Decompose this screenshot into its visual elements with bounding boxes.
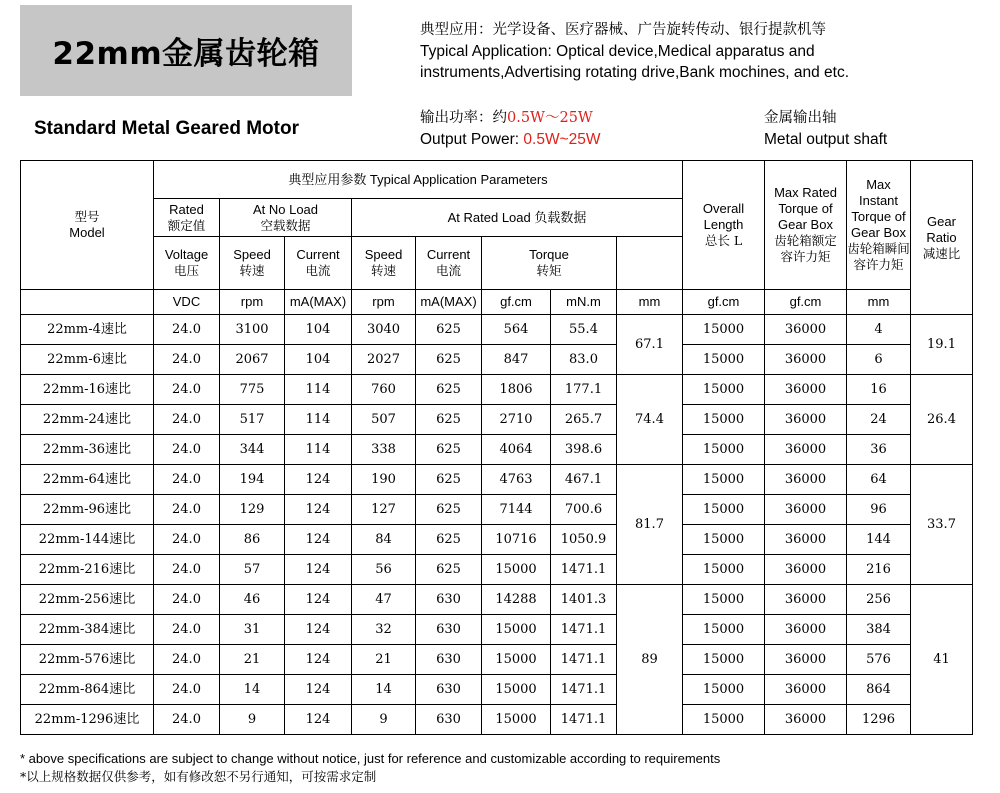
cell-max-instant: 36000	[765, 495, 847, 525]
voltage-header-cn: 电压	[173, 263, 199, 278]
unit-max-rated: gf.cm	[683, 290, 765, 315]
output-shaft-en: Metal output shaft	[764, 131, 888, 148]
output-shaft-cn: 金属输出轴	[764, 110, 837, 126]
cell-voltage: 24.0	[154, 495, 220, 525]
max-instant-cn-2: 容许力矩	[853, 257, 904, 272]
table-row	[21, 615, 973, 645]
unit-gearbox-length: mm	[847, 290, 911, 315]
table-row	[21, 705, 973, 735]
cell-ratio: 1296	[847, 705, 911, 735]
cell-ratio: 36	[847, 435, 911, 465]
output-power-block	[420, 108, 601, 150]
no-load-current-header	[285, 237, 352, 290]
cell-voltage: 24.0	[154, 705, 220, 735]
cell-rated-current: 625	[416, 435, 482, 465]
cell-model: 22mm-144速比	[21, 525, 154, 555]
cell-torque-mn: 1471.1	[551, 645, 617, 675]
cell-noload-speed: 129	[220, 495, 285, 525]
output-power-en	[420, 129, 601, 150]
output-power-cn	[420, 108, 601, 129]
cell-torque-mn: 265.7	[551, 405, 617, 435]
cell-rated-current: 625	[416, 375, 482, 405]
max-instant-en-2: Torque of	[851, 209, 906, 224]
cell-rated-speed: 127	[352, 495, 416, 525]
cell-max-instant: 36000	[765, 645, 847, 675]
gear-ratio-cn: 减速比	[922, 245, 961, 261]
footnote-cn: *以上规格数据仅供参考，如有修改恕不另行通知，可按需求定制	[20, 769, 377, 784]
cell-rated-speed: 47	[352, 585, 416, 615]
unit-max-instant: gf.cm	[765, 290, 847, 315]
cell-rated-speed: 9	[352, 705, 416, 735]
page-title: 22mm金属齿轮箱	[52, 36, 320, 72]
torque-header-en: Torque	[529, 247, 569, 262]
table-row	[21, 645, 973, 675]
cell-rated-current: 630	[416, 675, 482, 705]
max-rated-en-1: Max Rated	[774, 185, 837, 200]
spec-table	[20, 160, 973, 735]
max-instant-en-1: Max Instant	[858, 177, 899, 208]
page-subtitle: Standard Metal Geared Motor	[34, 118, 299, 139]
cell-noload-speed: 46	[220, 585, 285, 615]
no-load-header	[220, 199, 352, 237]
cell-torque-mn: 177.1	[551, 375, 617, 405]
unit-rated-speed: rpm	[352, 290, 416, 315]
cell-noload-current: 114	[285, 405, 352, 435]
cell-noload-current: 114	[285, 435, 352, 465]
max-rated-cn-1: 齿轮箱额定	[774, 233, 837, 248]
unit-voltage: VDC	[154, 290, 220, 315]
cell-ratio: 384	[847, 615, 911, 645]
cell-rated-current: 625	[416, 405, 482, 435]
cell-model: 22mm-36速比	[21, 435, 154, 465]
cell-max-instant: 36000	[765, 615, 847, 645]
application-en-line-1: Typical Application: Optical device,Medical apparatus and	[420, 43, 815, 60]
cell-rated-speed: 338	[352, 435, 416, 465]
cell-model: 22mm-864速比	[21, 675, 154, 705]
cell-noload-current: 124	[285, 495, 352, 525]
cell-torque-gf: 15000	[482, 555, 551, 585]
cell-voltage: 24.0	[154, 315, 220, 345]
cell-voltage: 24.0	[154, 465, 220, 495]
cell-max-instant: 36000	[765, 465, 847, 495]
rated-header-en: Rated	[169, 201, 204, 217]
cell-max-instant: 36000	[765, 585, 847, 615]
cell-torque-mn: 1471.1	[551, 675, 617, 705]
cell-noload-speed: 3100	[220, 315, 285, 345]
table-row	[21, 585, 973, 615]
cell-max-rated: 15000	[683, 675, 765, 705]
output-power-cn-label: 输出功率：约	[420, 110, 507, 126]
overall-length-cn: 总长 L	[704, 233, 743, 248]
cell-noload-speed: 2067	[220, 345, 285, 375]
table-row	[21, 405, 973, 435]
cell-noload-current: 124	[285, 675, 352, 705]
overall-length-en-1: Overall	[702, 201, 745, 216]
cell-voltage: 24.0	[154, 345, 220, 375]
cell-noload-speed: 344	[220, 435, 285, 465]
cell-rated-speed: 21	[352, 645, 416, 675]
cell-model: 22mm-1296速比	[21, 705, 154, 735]
cell-overall-length: 89	[617, 585, 683, 735]
cell-noload-speed: 57	[220, 555, 285, 585]
no-load-current-cn: 电流	[305, 263, 331, 278]
no-load-header-cn: 空载数据	[260, 217, 311, 233]
unit-no-load-speed: rpm	[220, 290, 285, 315]
cell-noload-speed: 21	[220, 645, 285, 675]
rated-speed-en: Speed	[364, 247, 403, 262]
model-header-cn: 型号	[74, 209, 100, 224]
cell-rated-current: 625	[416, 525, 482, 555]
cell-max-instant: 36000	[765, 405, 847, 435]
cell-ratio: 864	[847, 675, 911, 705]
cell-ratio: 576	[847, 645, 911, 675]
cell-max-rated: 15000	[683, 405, 765, 435]
table-row	[21, 495, 973, 525]
cell-max-rated: 15000	[683, 705, 765, 735]
cell-voltage: 24.0	[154, 585, 220, 615]
table-row	[21, 375, 973, 405]
cell-rated-current: 625	[416, 345, 482, 375]
cell-torque-mn: 1050.9	[551, 525, 617, 555]
rated-header	[154, 199, 220, 237]
cell-ratio: 24	[847, 405, 911, 435]
no-load-speed-header	[220, 237, 285, 290]
cell-noload-current: 124	[285, 525, 352, 555]
cell-torque-gf: 15000	[482, 705, 551, 735]
max-instant-en-3: Gear Box	[851, 225, 906, 240]
cell-voltage: 24.0	[154, 615, 220, 645]
cell-rated-speed: 2027	[352, 345, 416, 375]
cell-max-rated: 15000	[683, 375, 765, 405]
cell-max-instant: 36000	[765, 375, 847, 405]
cell-torque-gf: 564	[482, 315, 551, 345]
cell-max-instant: 36000	[765, 675, 847, 705]
cell-torque-mn: 700.6	[551, 495, 617, 525]
cell-noload-speed: 517	[220, 405, 285, 435]
cell-rated-current: 625	[416, 495, 482, 525]
cell-torque-mn: 467.1	[551, 465, 617, 495]
cell-model: 22mm-576速比	[21, 645, 154, 675]
cell-torque-gf: 847	[482, 345, 551, 375]
params-group-header: 典型应用参数 Typical Application Parameters	[154, 161, 683, 199]
cell-noload-current: 114	[285, 375, 352, 405]
overall-length-header	[683, 161, 765, 290]
cell-noload-current: 104	[285, 345, 352, 375]
cell-voltage: 24.0	[154, 435, 220, 465]
table-row	[21, 345, 973, 375]
voltage-header-en: Voltage	[164, 247, 209, 262]
cell-ratio: 6	[847, 345, 911, 375]
voltage-header	[154, 237, 220, 290]
cell-torque-gf: 7144	[482, 495, 551, 525]
cell-torque-mn: 1401.3	[551, 585, 617, 615]
max-instant-cn-1: 齿轮箱瞬间	[847, 241, 910, 256]
cell-voltage: 24.0	[154, 525, 220, 555]
title-banner	[20, 5, 352, 96]
cell-torque-gf: 4064	[482, 435, 551, 465]
cell-overall-length: 67.1	[617, 315, 683, 375]
cell-noload-current: 124	[285, 705, 352, 735]
gear-ratio-en-1: Gear	[927, 213, 956, 229]
torque-header-cn: 转矩	[536, 263, 562, 278]
cell-model: 22mm-24速比	[21, 405, 154, 435]
max-rated-en-3: Gear Box	[778, 217, 833, 232]
rated-speed-header	[352, 237, 416, 290]
cell-max-rated: 15000	[683, 525, 765, 555]
cell-rated-speed: 3040	[352, 315, 416, 345]
cell-voltage: 24.0	[154, 555, 220, 585]
cell-model: 22mm-16速比	[21, 375, 154, 405]
cell-torque-mn: 398.6	[551, 435, 617, 465]
rated-speed-cn: 转速	[370, 263, 396, 278]
rated-load-header: At Rated Load 负载数据	[352, 199, 683, 237]
gear-ratio-header	[911, 161, 973, 315]
cell-noload-current: 124	[285, 585, 352, 615]
cell-ratio: 216	[847, 555, 911, 585]
cell-ratio: 4	[847, 315, 911, 345]
cell-ratio: 256	[847, 585, 911, 615]
cell-model: 22mm-256速比	[21, 585, 154, 615]
cell-gearbox-length: 41	[911, 585, 973, 735]
cell-overall-length: 74.4	[617, 375, 683, 465]
cell-gearbox-length: 33.7	[911, 465, 973, 585]
no-load-speed-cn: 转速	[239, 263, 265, 278]
cell-torque-gf: 15000	[482, 615, 551, 645]
cell-voltage: 24.0	[154, 405, 220, 435]
cell-rated-current: 630	[416, 585, 482, 615]
output-power-cn-value: 0.5W～25W	[507, 110, 593, 126]
cell-model: 22mm-216速比	[21, 555, 154, 585]
cell-max-instant: 36000	[765, 555, 847, 585]
no-load-speed-en: Speed	[233, 247, 271, 262]
cell-max-rated: 15000	[683, 345, 765, 375]
cell-rated-speed: 56	[352, 555, 416, 585]
cell-max-instant: 36000	[765, 705, 847, 735]
max-rated-en-2: Torque of	[778, 201, 833, 216]
cell-rated-speed: 760	[352, 375, 416, 405]
cell-torque-mn: 1471.1	[551, 705, 617, 735]
cell-ratio: 96	[847, 495, 911, 525]
unit-torque-gf: gf.cm	[482, 290, 551, 315]
model-header	[21, 161, 154, 290]
output-shaft-block	[764, 108, 887, 150]
rated-current-header	[416, 237, 482, 290]
max-instant-torque-header	[847, 161, 911, 290]
cell-noload-current: 124	[285, 555, 352, 585]
cell-torque-gf: 10716	[482, 525, 551, 555]
cell-torque-gf: 15000	[482, 675, 551, 705]
max-rated-torque-header	[765, 161, 847, 290]
cell-rated-current: 630	[416, 645, 482, 675]
cell-rated-speed: 14	[352, 675, 416, 705]
cell-rated-speed: 32	[352, 615, 416, 645]
cell-torque-gf: 14288	[482, 585, 551, 615]
table-row	[21, 555, 973, 585]
spec-table-body	[21, 315, 973, 735]
max-rated-cn-2: 容许力矩	[780, 249, 831, 264]
no-load-header-en: At No Load	[252, 201, 319, 217]
table-row	[21, 675, 973, 705]
cell-noload-speed: 775	[220, 375, 285, 405]
cell-voltage: 24.0	[154, 375, 220, 405]
cell-max-instant: 36000	[765, 435, 847, 465]
cell-torque-gf: 15000	[482, 645, 551, 675]
cell-max-instant: 36000	[765, 315, 847, 345]
cell-noload-current: 124	[285, 615, 352, 645]
cell-max-rated: 15000	[683, 495, 765, 525]
footnotes	[20, 750, 720, 786]
application-block	[420, 20, 849, 83]
cell-noload-speed: 194	[220, 465, 285, 495]
cell-model: 22mm-96速比	[21, 495, 154, 525]
cell-torque-gf: 2710	[482, 405, 551, 435]
model-header-en: Model	[69, 225, 105, 240]
output-power-en-value: 0.5W~25W	[523, 131, 601, 148]
cell-noload-current: 104	[285, 315, 352, 345]
cell-model: 22mm-384速比	[21, 615, 154, 645]
cell-noload-current: 124	[285, 645, 352, 675]
cell-torque-gf: 1806	[482, 375, 551, 405]
table-row	[21, 315, 973, 345]
cell-torque-gf: 4763	[482, 465, 551, 495]
cell-noload-speed: 31	[220, 615, 285, 645]
cell-max-rated: 15000	[683, 645, 765, 675]
cell-gearbox-length: 19.1	[911, 315, 973, 375]
cell-gearbox-length: 26.4	[911, 375, 973, 465]
cell-rated-current: 625	[416, 315, 482, 345]
unit-rated-current: mA(MAX)	[416, 290, 482, 315]
cell-torque-mn: 1471.1	[551, 615, 617, 645]
cell-max-instant: 36000	[765, 345, 847, 375]
cell-model: 22mm-4速比	[21, 315, 154, 345]
cell-noload-speed: 14	[220, 675, 285, 705]
no-load-current-en: Current	[296, 247, 340, 262]
table-row	[21, 525, 973, 555]
gear-ratio-en-2: Ratio	[926, 229, 957, 245]
cell-rated-current: 630	[416, 705, 482, 735]
rated-current-en: Current	[426, 247, 471, 262]
cell-noload-speed: 86	[220, 525, 285, 555]
cell-torque-mn: 55.4	[551, 315, 617, 345]
cell-rated-current: 625	[416, 555, 482, 585]
unit-overall-length: mm	[617, 290, 683, 315]
table-row	[21, 465, 973, 495]
cell-ratio: 16	[847, 375, 911, 405]
cell-overall-length: 81.7	[617, 465, 683, 585]
footnote-en: * above specifications are subject to change without notice, just for reference and customizable according to requirements	[20, 751, 721, 766]
cell-max-instant: 36000	[765, 525, 847, 555]
unit-no-load-current: mA(MAX)	[285, 290, 352, 315]
cell-max-rated: 15000	[683, 615, 765, 645]
cell-voltage: 24.0	[154, 675, 220, 705]
cell-rated-current: 630	[416, 615, 482, 645]
torque-header	[482, 237, 617, 290]
cell-rated-speed: 190	[352, 465, 416, 495]
rated-header-cn: 额定值	[167, 217, 206, 233]
cell-rated-current: 625	[416, 465, 482, 495]
table-row	[21, 435, 973, 465]
unit-blank	[21, 290, 154, 315]
cell-noload-current: 124	[285, 465, 352, 495]
cell-noload-speed: 9	[220, 705, 285, 735]
cell-max-rated: 15000	[683, 585, 765, 615]
cell-ratio: 144	[847, 525, 911, 555]
cell-torque-mn: 83.0	[551, 345, 617, 375]
cell-max-rated: 15000	[683, 465, 765, 495]
cell-model: 22mm-6速比	[21, 345, 154, 375]
application-cn: 典型应用：光学设备、医疗器械、广告旋转传动、银行提款机等	[420, 22, 826, 38]
cell-ratio: 64	[847, 465, 911, 495]
application-en-line-2: instruments,Advertising rotating drive,Bank mochines, and etc.	[420, 64, 850, 81]
cell-max-rated: 15000	[683, 555, 765, 585]
cell-max-rated: 15000	[683, 315, 765, 345]
cell-rated-speed: 507	[352, 405, 416, 435]
cell-voltage: 24.0	[154, 645, 220, 675]
cell-torque-mn: 1471.1	[551, 555, 617, 585]
cell-model: 22mm-64速比	[21, 465, 154, 495]
overall-length-en-2: Length	[703, 217, 744, 232]
cell-rated-speed: 84	[352, 525, 416, 555]
cell-max-rated: 15000	[683, 435, 765, 465]
rated-current-cn: 电流	[435, 263, 461, 278]
output-power-en-label: Output Power:	[420, 131, 524, 148]
unit-torque-mn: mN.m	[551, 290, 617, 315]
